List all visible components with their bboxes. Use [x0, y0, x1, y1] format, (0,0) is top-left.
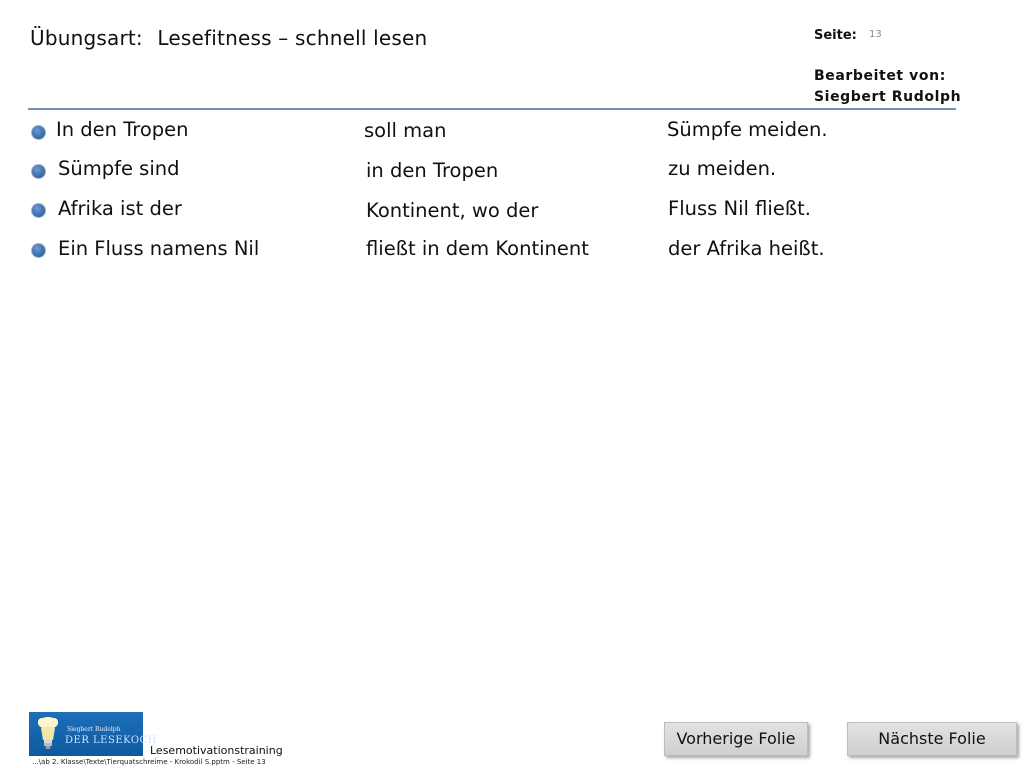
logo-brand: DER LESEKOCH — [65, 735, 157, 746]
sentence-row — [0, 117, 1024, 147]
bullet-icon[interactable] — [31, 243, 46, 258]
row-col1: Sümpfe sind — [58, 157, 180, 180]
lesekoch-logo — [29, 712, 157, 756]
row-col3: der Afrika heißt. — [668, 237, 825, 260]
row-col2: Kontinent, wo der — [366, 199, 539, 222]
row-col1: In den Tropen — [56, 118, 189, 141]
editor-info — [814, 66, 961, 108]
row-col1: Ein Fluss namens Nil — [58, 237, 260, 260]
row-col3: Sümpfe meiden. — [667, 118, 828, 141]
page-label: Seite: — [814, 28, 857, 43]
row-col3: zu meiden. — [668, 157, 777, 180]
edited-by-label: Bearbeitet von: — [814, 68, 946, 84]
program-name: Lesemotivationstraining — [150, 744, 283, 757]
exercise-name: Lesefitness – schnell lesen — [157, 26, 428, 50]
logo-author: Siegbert Rudolph — [67, 726, 121, 733]
bullet-icon[interactable] — [31, 203, 46, 218]
row-col2: soll man — [364, 119, 447, 142]
lightbulb-chef-icon — [35, 716, 61, 750]
row-col3: Fluss Nil fließt. — [668, 197, 811, 220]
page-title — [30, 26, 427, 50]
editor-name: Siegbert Rudolph — [814, 89, 962, 105]
bullet-icon[interactable] — [31, 125, 46, 140]
previous-slide-button[interactable]: Vorherige Folie — [664, 722, 808, 756]
file-path: ...\ab 2. Klasse\Texte\Tierquatschreime - Krokodil S.pptm - Seite 13 — [32, 758, 266, 766]
row-col1: Afrika ist der — [58, 197, 182, 220]
bullet-icon[interactable] — [31, 164, 46, 179]
sentence-row — [0, 237, 1024, 267]
next-slide-button[interactable]: Nächste Folie — [847, 722, 1017, 756]
exercise-type-label: Übungsart: — [30, 26, 143, 50]
row-col2: fließt in dem Kontinent — [366, 237, 589, 260]
sentence-row — [0, 197, 1024, 227]
row-col2: in den Tropen — [366, 159, 499, 182]
page-number: 13 — [869, 29, 882, 40]
sentence-row — [0, 157, 1024, 187]
header-divider — [28, 108, 956, 110]
